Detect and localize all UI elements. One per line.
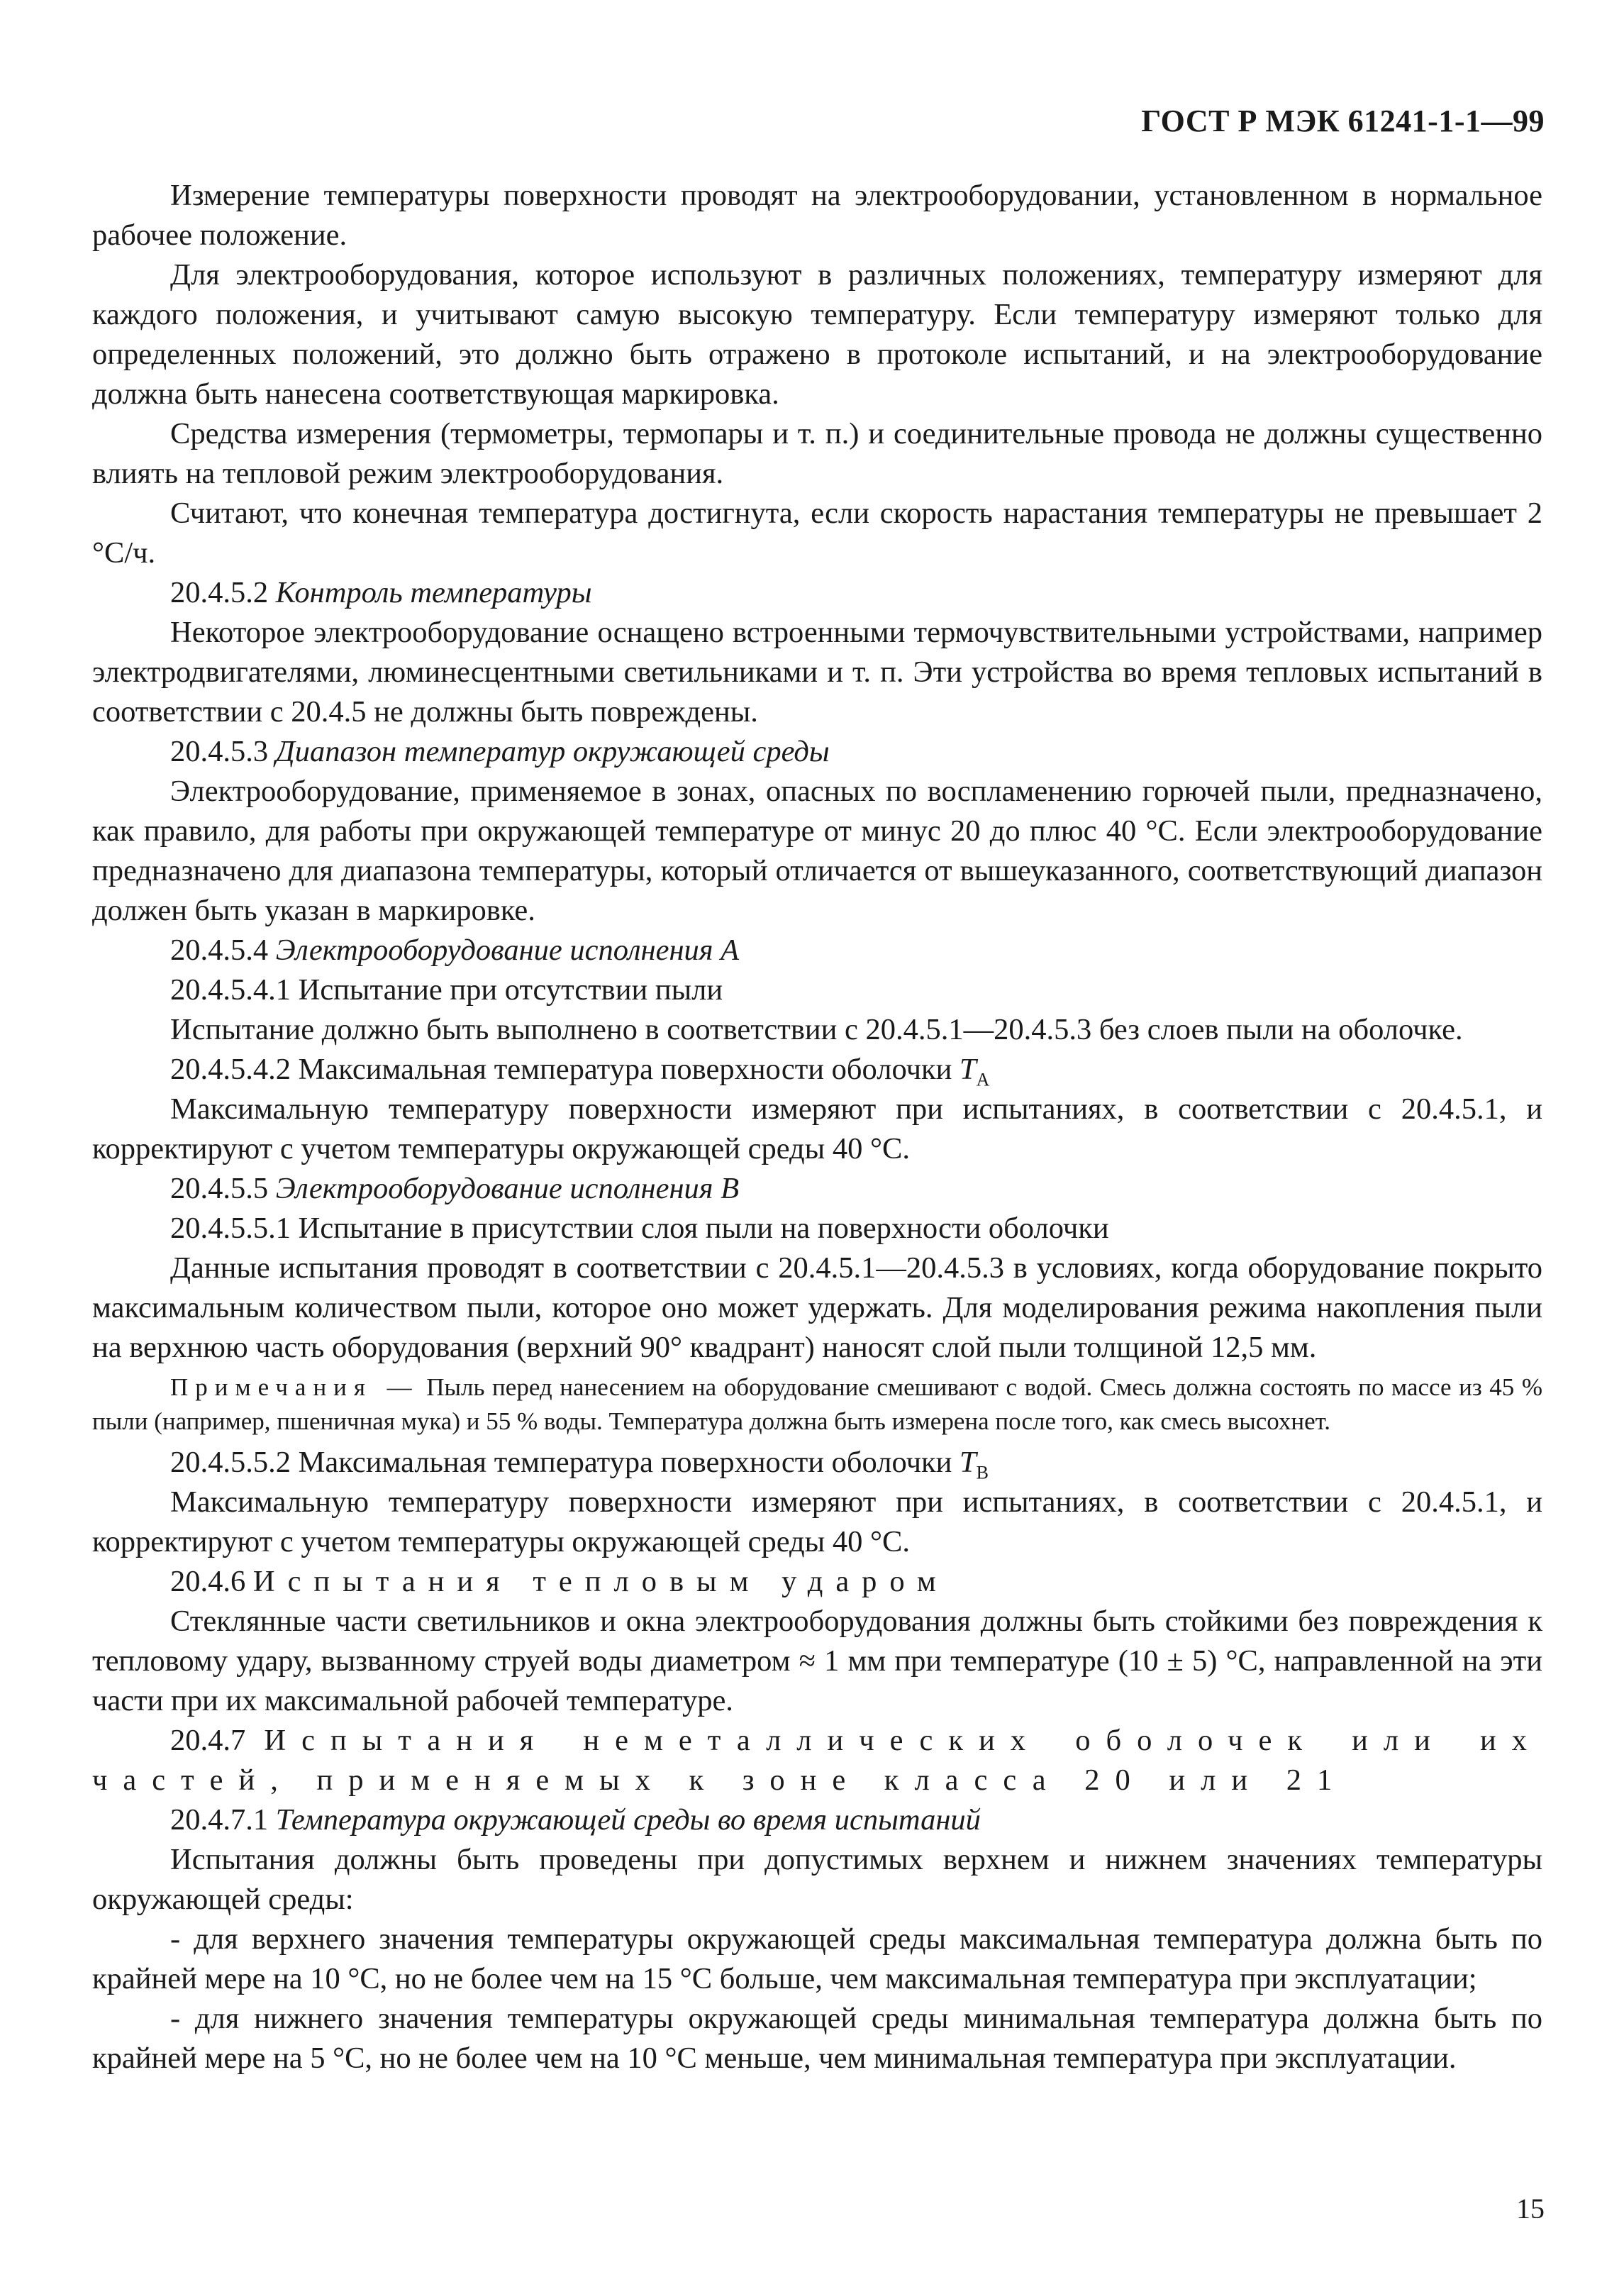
paragraph: Считают, что конечная температура достигнута, если скорость нарастания температуры не превышает 2 °С/ч.: [92, 497, 1542, 570]
section-number: 20.4.7.1: [170, 1803, 269, 1837]
section-title: Диапазон температур окружающей среды: [275, 735, 830, 768]
paragraph: Для электрооборудования, которое используют в различных положениях, температуру измеряют для каждого положения, и учитывают самую высокую температуру. Если температуру измеряют только для определенных положений, это должно быть отражено в протоколе испытаний, и на электрооборудование должна быть нанесена соответствующая маркировка.: [92, 258, 1542, 411]
section-title: Электрооборудование исполнения В: [275, 1172, 740, 1205]
temperature-symbol: T: [960, 1446, 977, 1479]
paragraph: Средства измерения (термометры, термопары и т. п.) и соединительные провода не должны существенно влиять на тепловой режим электрооборудования.: [92, 417, 1542, 490]
subsection-heading: 20.4.5.5.1 Испытание в присутствии слоя пыли на поверхности оболочки: [170, 1212, 1109, 1245]
section-heading: [92, 1562, 1542, 1602]
document-body: [92, 176, 1542, 2078]
section-number: 20.4.6: [170, 1565, 246, 1598]
section-heading: [92, 1169, 1542, 1209]
section-title: Контроль температуры: [275, 576, 592, 609]
section-heading: [92, 732, 1542, 772]
subsection-heading: 20.4.5.4.1 Испытание при отсутствии пыли: [170, 973, 723, 1007]
subsection-heading: [92, 1443, 1542, 1483]
paragraph: Максимальную температуру поверхности измеряют при испытаниях, в соответствии с 20.4.5.1, и корректируют с учетом температуры окружающей среды 40 °С.: [92, 1485, 1542, 1558]
paragraph: Испытание должно быть выполнено в соответствии с 20.4.5.1—20.4.5.3 без слоев пыли на оболочке.: [170, 1013, 1463, 1046]
note: [92, 1370, 1542, 1439]
document-code-header: ГОСТ Р МЭК 61241-1-1—99: [1141, 104, 1545, 138]
paragraph: Измерение температуры поверхности проводят на электрооборудовании, установленном в нормальное рабочее положение.: [92, 179, 1542, 252]
subsection-heading-text: 20.4.5.5.2 Максимальная температура поверхности оболочки: [170, 1446, 952, 1479]
temperature-symbol-subscript: A: [976, 1069, 990, 1090]
note-label: Примечания —: [170, 1373, 419, 1401]
section-number: 20.4.5.2: [170, 576, 269, 609]
temperature-symbol: T: [960, 1053, 977, 1086]
paragraph: Максимальную температуру поверхности измеряют при испытаниях, в соответствии с 20.4.5.1, и корректируют с учетом температуры окружающей среды 40 °С.: [92, 1092, 1542, 1165]
paragraph: Некоторое электрооборудование оснащено встроенными термочувствительными устройствами, например электродвигателями, люминесцентными светильниками и т. п. Эти устройства во время тепловых испытаний в соответствии с 20.4.5 не должны быть повреждены.: [92, 616, 1542, 729]
section-heading: [92, 931, 1542, 970]
paragraph: Испытания должны быть проведены при допустимых верхнем и нижнем значениях температуры окружающей среды:: [92, 1843, 1542, 1916]
page-number: 15: [1516, 2193, 1545, 2225]
paragraph: Данные испытания проводят в соответствии с 20.4.5.1—20.4.5.3 в условиях, когда оборудование покрыто максимальным количеством пыли, которое оно может удержать. Для моделирования режима накопления пыли на верхнюю часть оборудования (верхний 90° квадрант) наносят слой пыли толщиной 12,5 мм.: [92, 1251, 1542, 1364]
section-number: 20.4.5.4: [170, 934, 269, 967]
list-item: - для нижнего значения температуры окружающей среды минимальная температура должна быть по крайней мере на 5 °С, но не более чем на 10 °С меньше, чем минимальная температура при эксплуатации.: [92, 2002, 1542, 2075]
section-title-spaced: Испытания тепловым ударом: [252, 1565, 949, 1598]
paragraph: Электрооборудование, применяемое в зонах, опасных по воспламенению горючей пыли, предназначено, как правило, для работы при окружающей температуре от минус 20 до плюс 40 °С. Если электрооборудование предназначено для диапазона температуры, который отличается от вышеуказанного, соответствующий диапазон должен быть указан в маркировке.: [92, 775, 1542, 927]
section-heading: [92, 1800, 1542, 1840]
section-heading: [92, 1721, 1542, 1800]
paragraph: Стеклянные части светильников и окна электрооборудования должны быть стойкими без повреждения к тепловому удару, вызванному струей воды диаметром ≈ 1 мм при температуре (10 ± 5) °С, направленной на эти части при их максимальной рабочей температуре.: [92, 1605, 1542, 1717]
section-title: Электрооборудование исполнения А: [275, 934, 740, 967]
temperature-symbol-subscript: B: [976, 1462, 989, 1483]
subsection-heading-text: 20.4.5.4.2 Максимальная температура поверхности оболочки: [170, 1053, 952, 1086]
section-number: 20.4.5.5: [170, 1172, 269, 1205]
list-item: - для верхнего значения температуры окружающей среды максимальная температура должна быть по крайней мере на 10 °С, но не более чем на 15 °С больше, чем максимальная температура при эксплуатации;: [92, 1922, 1542, 1995]
section-number: 20.4.7: [170, 1724, 246, 1757]
section-title-spaced: Испытания неметаллических оболочек или их частей, применяемых к зоне класса 20 или 21: [92, 1724, 1542, 1797]
note-text: Пыль перед нанесением на оборудование смешивают с водой. Смесь должна состоять по массе из 45 % пыли (например, пшеничная мука) и 55 % воды. Температура должна быть измерена после того, как смесь высохнет.: [92, 1373, 1543, 1435]
section-number: 20.4.5.3: [170, 735, 269, 768]
subsection-heading: [92, 1050, 1542, 1090]
section-title: Температура окружающей среды во время испытаний: [275, 1803, 981, 1837]
section-heading: [92, 573, 1542, 613]
